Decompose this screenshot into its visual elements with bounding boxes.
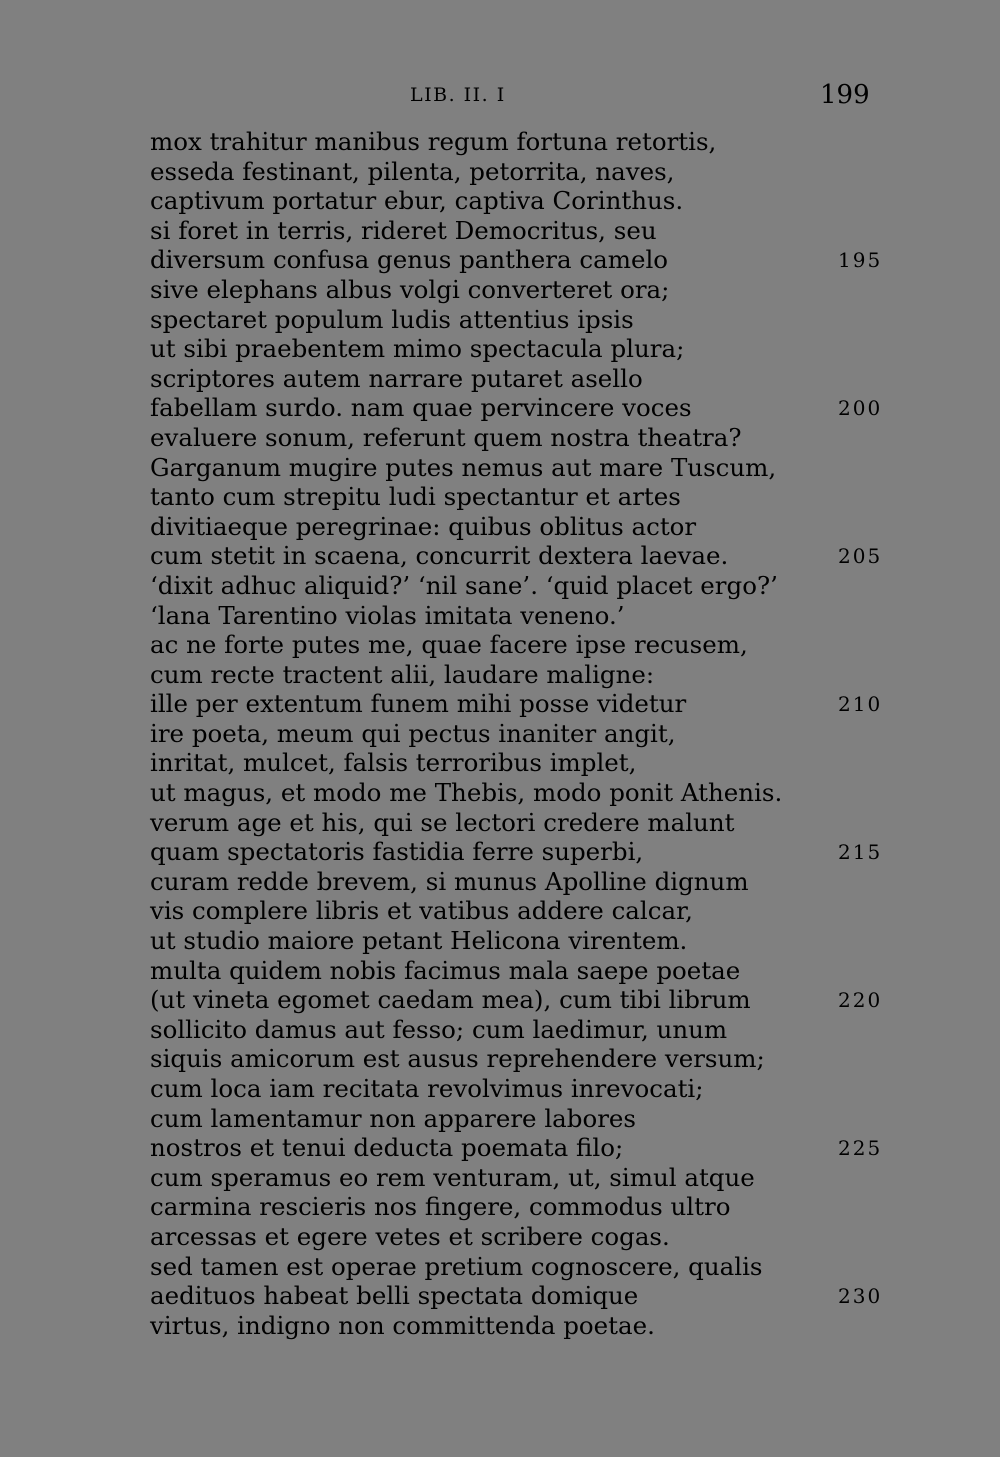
- verse-line: [0, 1044, 1000, 1074]
- line-number: 220: [838, 988, 883, 1013]
- verse-text: ‘dixit adhuc aliquid?’ ‘nil sane’. ‘quid placet ergo?’: [150, 570, 778, 600]
- verse-line: [0, 808, 1000, 838]
- verse-text: carmina rescieris nos fingere, commodus ultro: [150, 1192, 731, 1222]
- verse-text: sollicito damus aut fesso; cum laedimur, unum: [150, 1014, 728, 1044]
- line-number: 205: [838, 544, 883, 569]
- verse-line: [0, 512, 1000, 542]
- verse-text: ‘lana Tarentino violas imitata veneno.’: [150, 600, 625, 630]
- verse-line: [0, 956, 1000, 986]
- verse-text: scriptores autem narrare putaret asello: [150, 363, 643, 393]
- verse-block: [0, 127, 1000, 1340]
- verse-line: [0, 157, 1000, 187]
- verse-line: [0, 127, 1000, 157]
- line-number: 195: [838, 248, 883, 273]
- verse-text: Garganum mugire putes nemus aut mare Tuscum,: [150, 452, 777, 482]
- line-number: 230: [838, 1284, 883, 1309]
- verse-text: cum loca iam recitata revolvimus inrevocati;: [150, 1074, 704, 1103]
- verse-line: [0, 985, 1000, 1015]
- running-head: [0, 78, 1000, 112]
- verse-text: siquis amicorum est ausus reprehendere versum;: [150, 1044, 765, 1074]
- verse-text: divitiaeque peregrinae: quibus oblitus actor: [150, 511, 697, 541]
- verse-line: [0, 245, 1000, 275]
- verse-text: sive elephans albus volgi converteret ora;: [150, 274, 670, 304]
- verse-text: ut studio maiore petant Helicona virentem.: [150, 926, 688, 956]
- verse-line: [0, 1281, 1000, 1311]
- verse-line: [0, 1074, 1000, 1104]
- verse-line: [0, 305, 1000, 335]
- verse-text: ille per extentum funem mihi posse videtur: [150, 689, 687, 719]
- verse-line: [0, 423, 1000, 453]
- verse-line: [0, 748, 1000, 778]
- verse-text: ut sibi praebentem mimo spectacula plura;: [150, 334, 685, 364]
- verse-text: fabellam surdo. nam quae pervincere voces: [150, 393, 692, 423]
- verse-line: [0, 1133, 1000, 1163]
- verse-text: esseda festinant, pilenta, petorrita, naves,: [150, 156, 675, 186]
- verse-line: [0, 216, 1000, 246]
- verse-text: aedituos habeat belli spectata domique: [150, 1281, 639, 1311]
- verse-text: spectaret populum ludis attentius ipsis: [150, 304, 634, 334]
- verse-line: [0, 1163, 1000, 1193]
- verse-line: [0, 926, 1000, 956]
- verse-text: ac ne forte putes me, quae facere ipse recusem,: [150, 630, 748, 660]
- running-title: LIB. II. I: [410, 84, 506, 106]
- line-number: 200: [838, 396, 883, 421]
- line-number: 210: [838, 692, 883, 717]
- verse-text: arcessas et egere vetes et scribere cogas.: [150, 1221, 670, 1251]
- verse-text: quam spectatoris fastidia ferre superbi,: [150, 837, 644, 867]
- verse-text: captivum portatur ebur, captiva Corinthus.: [150, 186, 684, 216]
- verse-text: cum recte tractent alii, laudare maligne:: [150, 659, 655, 689]
- verse-text: diversum confusa genus panthera camelo: [150, 245, 669, 275]
- verse-text: cum stetit in scaena, concurrit dextera laevae.: [150, 541, 729, 571]
- verse-text: (ut vineta egomet caedam mea), cum tibi librum: [150, 985, 751, 1015]
- verse-line: [0, 630, 1000, 660]
- verse-text: nostros et tenui deducta poemata filo;: [150, 1133, 624, 1163]
- verse-line: [0, 1104, 1000, 1134]
- verse-text: si foret in terris, rideret Democritus, seu: [150, 215, 657, 245]
- verse-text: verum age et his, qui se lectori credere malunt: [150, 807, 735, 837]
- verse-text: sed tamen est operae pretium cognoscere, qualis: [150, 1251, 763, 1281]
- verse-line: [0, 364, 1000, 394]
- verse-text: curam redde brevem, si munus Apolline dignum: [150, 866, 749, 896]
- verse-text: ut magus, et modo me Thebis, modo ponit Athenis.: [150, 778, 783, 808]
- verse-line: [0, 778, 1000, 808]
- verse-text: cum lamentamur non apparere labores: [150, 1103, 636, 1133]
- verse-line: [0, 334, 1000, 364]
- verse-line: [0, 837, 1000, 867]
- line-number: 215: [838, 840, 883, 865]
- verse-line: [0, 660, 1000, 690]
- verse-line: [0, 1015, 1000, 1045]
- verse-line: [0, 1311, 1000, 1341]
- verse-line: [0, 689, 1000, 719]
- verse-line: [0, 719, 1000, 749]
- verse-line: [0, 275, 1000, 305]
- verse-line: [0, 482, 1000, 512]
- verse-text: virtus, indigno non committenda poetae.: [150, 1310, 655, 1340]
- verse-line: [0, 186, 1000, 216]
- verse-line: [0, 867, 1000, 897]
- verse-line: [0, 1252, 1000, 1282]
- line-number: 225: [838, 1136, 883, 1161]
- verse-line: [0, 601, 1000, 631]
- page-number: 199: [820, 80, 870, 110]
- verse-text: inritat, mulcet, falsis terroribus implet,: [150, 748, 637, 778]
- verse-line: [0, 1192, 1000, 1222]
- verse-text: cum speramus eo rem venturam, ut, simul atque: [150, 1162, 755, 1192]
- verse-line: [0, 1222, 1000, 1252]
- verse-line: [0, 393, 1000, 423]
- verse-line: [0, 453, 1000, 483]
- verse-text: multa quidem nobis facimus mala saepe poetae: [150, 955, 741, 985]
- verse-line: [0, 896, 1000, 926]
- verse-text: tanto cum strepitu ludi spectantur et artes: [150, 482, 681, 512]
- verse-text: evaluere sonum, referunt quem nostra theatra?: [150, 422, 742, 452]
- verse-text: mox trahitur manibus regum fortuna retortis,: [150, 127, 717, 156]
- verse-line: [0, 541, 1000, 571]
- verse-line: [0, 571, 1000, 601]
- verse-text: vis complere libris et vatibus addere calcar,: [150, 896, 693, 926]
- verse-text: ire poeta, meum qui pectus inaniter angit,: [150, 718, 676, 748]
